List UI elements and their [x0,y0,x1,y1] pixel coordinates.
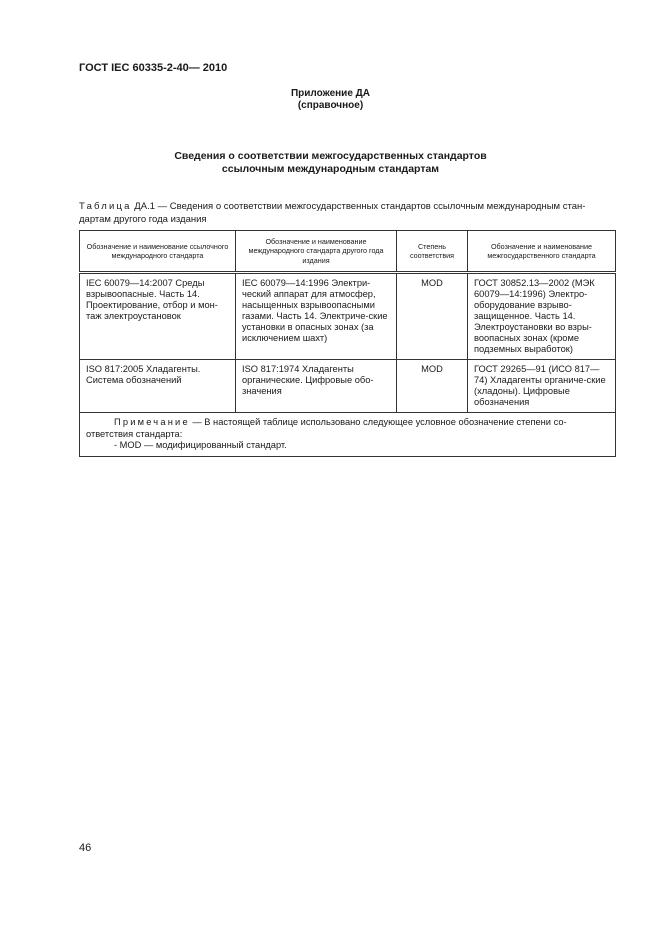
table-caption-text: — Сведения о соответствии межгосударственных стандартов ссылочным международным стан-дартам другого года издания [79,201,586,225]
document-header: ГОСТ IEC 60335-2-40— 2010 [79,62,228,74]
table-note [80,413,616,457]
cell-reference-standard: IEC 60079—14:2007 Среды взрывоопасные. Часть 14. Проектирование, отбор и мон-таж электроустановок [80,273,236,360]
correspondence-table [79,230,616,457]
table-note-row [80,413,616,457]
column-header-other-year-standard: Обозначение и наименование международного стандарта другого года издания [236,231,397,273]
table-header-row [80,231,616,273]
column-header-degree: Степень соответствия [397,231,468,273]
cell-other-year-standard: IEC 60079—14:1996 Электри-ческий аппарат для атмосфер, насыщенных взрывоопасными газами. Часть 14. Электриче-ские установки в опасных зонах (за исключением шахт) [236,273,397,360]
note-label: Примечание [114,417,190,427]
note-list-item: - MOD — модифицированный стандарт. [114,440,287,450]
table-caption-number: ДА.1 [134,201,155,212]
table-caption-label: Таблица [79,201,132,212]
column-header-interstate-standard: Обозначение и наименование межгосударственного стандарта [468,231,616,273]
annex-subtitle: (справочное) [297,100,364,111]
cell-interstate-standard: ГОСТ 29265—91 (ИСО 817—74) Хладагенты органиче-ские (хладоны). Цифровые обозначения [468,360,616,413]
table-row [80,273,616,360]
section-title [0,150,661,176]
page-number: 46 [79,842,92,854]
table-row [80,360,616,413]
cell-interstate-standard: ГОСТ 30852.13—2002 (МЭК 60079—14:1996) Электро-оборудование взрыво-защищенное. Часть 14. Электроустановки во взры-воопасных зонах (кроме подземных выработок) [468,273,616,360]
section-title-line-2: ссылочным международным стандартам [221,163,440,175]
note-text: — В настоящей таблице использовано следующее условное обозначение степени со-ответствия стандарта: [86,417,567,439]
column-header-reference-standard: Обозначение и наименование ссылочного международного стандарта [80,231,236,273]
cell-other-year-standard: ISO 817:1974 Хладагенты органические. Цифровые обо-значения [236,360,397,413]
cell-degree: MOD [397,360,468,413]
cell-degree: MOD [397,273,468,360]
annex-heading [0,88,661,112]
section-title-line-1: Сведения о соответствии межгосударственных стандартов [174,150,487,162]
annex-title: Приложение ДА [290,88,371,99]
table-caption [79,200,615,226]
cell-reference-standard: ISO 817:2005 Хладагенты. Система обозначений [80,360,236,413]
